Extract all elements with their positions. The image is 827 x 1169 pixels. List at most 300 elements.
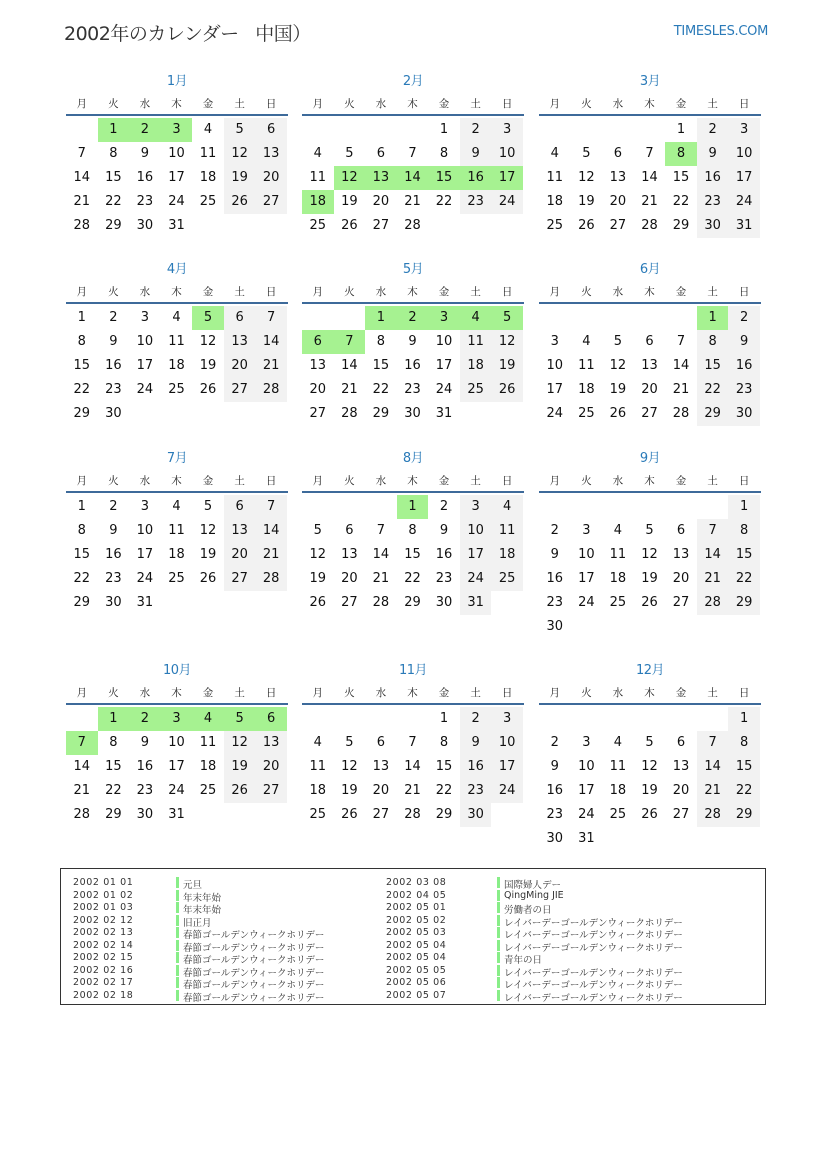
- holiday-name: レイバーデーゴールデンウィークホリデー: [504, 992, 683, 1004]
- day-cell: 22: [404, 571, 421, 586]
- empty-cell: [602, 495, 634, 519]
- day-cell: 24: [578, 807, 595, 822]
- month-block: [539, 74, 761, 238]
- holiday-date: 2002 02 15: [73, 952, 134, 963]
- empty-cell: [697, 827, 729, 851]
- day-cell: 26: [578, 218, 595, 233]
- day-cell: 17: [168, 759, 185, 774]
- weekday-label: 金: [675, 286, 687, 298]
- day-cell: 25: [491, 567, 523, 591]
- day-cell: 4: [613, 735, 623, 750]
- day-cell: 14: [73, 170, 91, 185]
- day-cell: 7: [376, 523, 386, 538]
- day-cell: 21: [255, 354, 287, 378]
- day-cell: 24: [491, 190, 523, 214]
- day-cell: 30: [435, 595, 453, 610]
- weekday-header: [539, 474, 761, 493]
- holiday-name: レイバーデーゴールデンウィークホリデー: [504, 942, 683, 954]
- day-cell: 16: [105, 358, 122, 373]
- empty-cell: [302, 495, 334, 519]
- month-name: 7月: [166, 451, 188, 466]
- weekday-header: [302, 474, 524, 493]
- holiday-marker: [176, 915, 179, 926]
- month-name: 10月: [162, 663, 192, 678]
- day-cell: 12: [199, 334, 217, 349]
- day-cell: 23: [546, 595, 564, 610]
- weekday-label: 日: [738, 98, 750, 110]
- day-cell: 10: [435, 334, 453, 349]
- day-cell: 16: [435, 547, 453, 562]
- weekday-label: 月: [312, 687, 324, 699]
- day-cell: 11: [199, 735, 217, 750]
- day-cell: 27: [224, 567, 256, 591]
- weekday-label: 月: [76, 286, 88, 298]
- weekday-label: 土: [707, 687, 718, 699]
- day-cell: 4: [313, 735, 322, 750]
- month-name: 8月: [402, 451, 424, 466]
- weekday-label: 水: [139, 98, 151, 110]
- day-cell: 27: [309, 406, 327, 421]
- day-cell: 20: [372, 194, 390, 209]
- day-cell: 19: [609, 382, 627, 397]
- empty-cell: [161, 591, 193, 615]
- day-cell: 2: [550, 523, 559, 538]
- holiday-day-cell: 1: [98, 118, 130, 142]
- day-cell: 11: [309, 170, 327, 185]
- empty-cell: [665, 707, 697, 731]
- weekday-label: 月: [312, 475, 324, 487]
- day-cell: 27: [255, 190, 287, 214]
- holiday-day-cell: 6: [302, 330, 334, 354]
- day-grid: [302, 707, 524, 827]
- day-cell: 6: [645, 334, 654, 349]
- day-cell: 10: [728, 142, 760, 166]
- month-block: [302, 262, 524, 426]
- weekday-label: 火: [581, 98, 592, 110]
- holiday-day-cell: 5: [491, 306, 523, 330]
- day-cell: 13: [672, 759, 690, 774]
- holiday-day-cell: 5: [224, 707, 256, 731]
- day-cell: 23: [728, 378, 760, 402]
- day-cell: 19: [199, 547, 217, 562]
- day-cell: 30: [136, 218, 154, 233]
- day-cell: 10: [491, 731, 523, 755]
- day-cell: 25: [199, 194, 217, 209]
- holiday-legend: [60, 868, 766, 1005]
- day-cell: 3: [550, 334, 559, 349]
- day-cell: 25: [609, 595, 627, 610]
- day-cell: 28: [255, 567, 287, 591]
- holiday-day-cell: 1: [365, 306, 397, 330]
- day-cell: 9: [460, 142, 492, 166]
- day-cell: 6: [224, 495, 256, 519]
- weekday-header: [302, 686, 524, 705]
- weekday-label: 土: [234, 475, 245, 487]
- holiday-day-cell: 12: [334, 166, 366, 190]
- empty-cell: [224, 402, 256, 426]
- day-cell: 23: [136, 194, 154, 209]
- day-cell: 10: [578, 547, 595, 562]
- day-cell: 15: [672, 170, 690, 185]
- day-cell: 3: [728, 118, 760, 142]
- day-cell: 16: [136, 170, 154, 185]
- day-cell: 1: [77, 310, 86, 325]
- day-cell: 27: [672, 807, 690, 822]
- month-block: [66, 262, 288, 426]
- holiday-marker: [176, 890, 179, 901]
- day-cell: 13: [255, 731, 287, 755]
- weekday-label: 月: [76, 687, 88, 699]
- day-cell: 26: [341, 218, 358, 233]
- weekday-label: 金: [202, 475, 214, 487]
- day-cell: 7: [255, 495, 287, 519]
- weekday-label: 月: [312, 286, 324, 298]
- day-grid: [539, 495, 761, 639]
- weekday-label: 土: [470, 286, 481, 298]
- empty-cell: [224, 591, 256, 615]
- day-cell: 13: [372, 759, 390, 774]
- holiday-name: 労働者の日: [504, 905, 552, 916]
- empty-cell: [334, 707, 366, 731]
- day-cell: 19: [491, 354, 523, 378]
- day-cell: 5: [613, 334, 623, 349]
- empty-cell: [224, 214, 256, 238]
- day-grid: [302, 306, 524, 426]
- day-cell: 24: [546, 406, 564, 421]
- day-cell: 11: [491, 519, 523, 543]
- empty-cell: [728, 827, 760, 851]
- day-cell: 5: [313, 523, 322, 538]
- weekday-label: 木: [171, 687, 182, 699]
- holiday-marker: [497, 977, 500, 988]
- day-cell: 17: [491, 755, 523, 779]
- day-cell: 29: [728, 803, 760, 827]
- holiday-name: 国際婦人デー: [504, 880, 562, 891]
- day-cell: 21: [672, 382, 690, 397]
- day-grid: [66, 118, 288, 238]
- day-cell: 8: [109, 146, 118, 161]
- day-cell: 21: [341, 382, 358, 397]
- weekday-label: 水: [139, 475, 151, 487]
- day-cell: 22: [105, 194, 122, 209]
- day-cell: 30: [728, 402, 760, 426]
- weekday-label: 日: [738, 286, 750, 298]
- day-cell: 27: [341, 595, 358, 610]
- day-cell: 19: [199, 358, 217, 373]
- day-cell: 14: [404, 759, 421, 774]
- day-cell: 20: [641, 382, 658, 397]
- day-cell: 24: [578, 595, 595, 610]
- weekday-label: 木: [171, 286, 182, 298]
- day-cell: 25: [578, 406, 595, 421]
- weekday-label: 木: [407, 475, 418, 487]
- empty-cell: [66, 118, 98, 142]
- day-cell: 23: [546, 807, 564, 822]
- holiday-date: 2002 04 05: [386, 889, 447, 901]
- weekday-label: 月: [76, 475, 88, 487]
- weekday-label: 日: [738, 687, 750, 699]
- month-block: [302, 451, 524, 615]
- weekday-label: 火: [108, 286, 119, 298]
- day-cell: 14: [341, 358, 358, 373]
- day-cell: 11: [168, 334, 185, 349]
- day-cell: 31: [460, 591, 492, 615]
- day-cell: 30: [546, 619, 564, 634]
- holiday-date: 2002 05 04: [386, 939, 447, 951]
- day-cell: 26: [341, 807, 358, 822]
- day-cell: 2: [439, 499, 449, 514]
- day-cell: 2: [460, 707, 492, 731]
- day-cell: 16: [546, 783, 564, 798]
- day-cell: 29: [73, 595, 91, 610]
- empty-cell: [602, 615, 634, 639]
- day-cell: 22: [728, 567, 760, 591]
- day-cell: 25: [309, 807, 327, 822]
- empty-cell: [539, 118, 571, 142]
- weekday-label: 土: [707, 286, 718, 298]
- day-cell: 15: [105, 170, 122, 185]
- weekday-label: 木: [644, 98, 655, 110]
- day-cell: 30: [105, 406, 122, 421]
- day-cell: 3: [491, 707, 523, 731]
- day-cell: 9: [140, 146, 150, 161]
- weekday-label: 日: [265, 475, 277, 487]
- weekday-label: 木: [171, 98, 182, 110]
- day-cell: 28: [672, 406, 690, 421]
- month-name: 9月: [639, 451, 661, 466]
- weekday-label: 金: [202, 98, 214, 110]
- holiday-name: 春節ゴールデンウィークホリデー: [183, 992, 325, 1004]
- day-cell: 19: [341, 194, 358, 209]
- day-cell: 13: [641, 358, 658, 373]
- holiday-marker: [176, 952, 179, 963]
- weekday-label: 火: [108, 475, 119, 487]
- day-cell: 8: [77, 523, 86, 538]
- day-cell: 8: [408, 523, 417, 538]
- day-cell: 22: [372, 382, 390, 397]
- empty-cell: [665, 306, 697, 330]
- empty-cell: [192, 214, 224, 238]
- month-block: [302, 74, 524, 238]
- day-cell: 30: [460, 803, 492, 827]
- day-cell: 25: [309, 218, 327, 233]
- day-cell: 18: [168, 547, 185, 562]
- holiday-day-cell: 4: [192, 707, 224, 731]
- weekday-label: 金: [438, 475, 450, 487]
- day-cell: 19: [341, 783, 358, 798]
- month-name: 1月: [166, 74, 188, 89]
- day-cell: 17: [460, 543, 492, 567]
- holiday-marker: [497, 940, 500, 951]
- day-cell: 25: [168, 382, 185, 397]
- weekday-label: 日: [265, 98, 277, 110]
- holiday-date: 2002 05 07: [386, 989, 447, 1001]
- day-cell: 16: [404, 358, 421, 373]
- day-cell: 29: [73, 406, 91, 421]
- day-cell: 28: [697, 591, 729, 615]
- day-cell: 11: [609, 759, 627, 774]
- empty-cell: [602, 827, 634, 851]
- day-cell: 17: [546, 382, 564, 397]
- weekday-label: 日: [501, 286, 513, 298]
- day-cell: 29: [728, 591, 760, 615]
- day-cell: 23: [460, 779, 492, 803]
- day-cell: 8: [439, 146, 449, 161]
- empty-cell: [491, 591, 523, 615]
- empty-cell: [571, 615, 603, 639]
- day-cell: 21: [697, 779, 729, 803]
- holiday-date: 2002 02 17: [73, 977, 134, 988]
- weekday-label: 水: [612, 687, 624, 699]
- day-cell: 29: [697, 402, 729, 426]
- day-cell: 22: [105, 783, 122, 798]
- day-cell: 20: [224, 543, 256, 567]
- day-cell: 18: [578, 382, 595, 397]
- day-cell: 12: [641, 547, 658, 562]
- day-cell: 20: [224, 354, 256, 378]
- holiday-name: 青年の日: [504, 955, 543, 966]
- empty-cell: [665, 615, 697, 639]
- day-cell: 9: [728, 330, 760, 354]
- day-cell: 22: [728, 779, 760, 803]
- day-cell: 15: [435, 759, 453, 774]
- day-cell: 24: [460, 567, 492, 591]
- holiday-name: 年末年始: [183, 905, 222, 916]
- empty-cell: [255, 803, 287, 827]
- day-cell: 14: [697, 543, 729, 567]
- weekday-label: 水: [375, 687, 387, 699]
- day-cell: 8: [376, 334, 386, 349]
- weekday-label: 木: [407, 286, 418, 298]
- day-cell: 19: [578, 194, 595, 209]
- day-cell: 16: [697, 166, 729, 190]
- holiday-day-cell: 3: [161, 707, 193, 731]
- day-cell: 4: [172, 310, 181, 325]
- day-cell: 5: [645, 735, 654, 750]
- day-cell: 8: [728, 731, 760, 755]
- empty-cell: [192, 402, 224, 426]
- day-cell: 29: [105, 218, 122, 233]
- empty-cell: [665, 827, 697, 851]
- day-cell: 30: [136, 807, 154, 822]
- holiday-marker: [176, 977, 179, 988]
- day-cell: 4: [491, 495, 523, 519]
- weekday-label: 水: [375, 286, 387, 298]
- day-cell: 15: [728, 755, 760, 779]
- day-cell: 8: [77, 334, 86, 349]
- empty-cell: [460, 214, 492, 238]
- empty-cell: [634, 306, 666, 330]
- holiday-date: 2002 05 01: [386, 902, 447, 913]
- day-cell: 11: [578, 358, 595, 373]
- day-cell: 19: [224, 166, 256, 190]
- day-cell: 14: [255, 330, 287, 354]
- day-cell: 26: [641, 595, 658, 610]
- empty-cell: [302, 707, 334, 731]
- empty-cell: [602, 118, 634, 142]
- day-cell: 9: [697, 142, 729, 166]
- day-cell: 18: [609, 571, 627, 586]
- weekday-label: 水: [139, 687, 151, 699]
- month-name: 4月: [166, 262, 188, 277]
- day-cell: 18: [168, 358, 185, 373]
- weekday-label: 月: [549, 98, 561, 110]
- empty-cell: [334, 495, 366, 519]
- day-cell: 22: [672, 194, 690, 209]
- day-cell: 19: [641, 783, 658, 798]
- holiday-date: 2002 01 02: [73, 889, 134, 901]
- day-cell: 13: [672, 547, 690, 562]
- holiday-marker: [497, 877, 500, 888]
- empty-cell: [365, 118, 397, 142]
- day-cell: 30: [697, 214, 729, 238]
- holiday-date: 2002 03 08: [386, 877, 447, 888]
- weekday-label: 土: [234, 286, 245, 298]
- day-cell: 9: [140, 735, 150, 750]
- weekday-label: 水: [612, 98, 624, 110]
- day-cell: 28: [697, 803, 729, 827]
- month-name: 3月: [639, 74, 661, 89]
- day-cell: 26: [199, 571, 217, 586]
- day-cell: 7: [697, 519, 729, 543]
- brand-link[interactable]: TIMESLES.COM: [673, 24, 768, 39]
- weekday-label: 水: [612, 286, 624, 298]
- weekday-header: [302, 97, 524, 116]
- day-cell: 4: [313, 146, 322, 161]
- day-cell: 9: [550, 547, 559, 562]
- empty-cell: [665, 495, 697, 519]
- day-cell: 29: [404, 595, 421, 610]
- holiday-name: QingMing JIE: [504, 889, 564, 901]
- weekday-label: 木: [407, 98, 418, 110]
- day-cell: 17: [578, 783, 595, 798]
- day-cell: 12: [224, 731, 256, 755]
- day-cell: 17: [168, 170, 185, 185]
- day-cell: 22: [435, 783, 453, 798]
- day-cell: 29: [105, 807, 122, 822]
- day-cell: 7: [697, 731, 729, 755]
- empty-cell: [634, 615, 666, 639]
- day-cell: 15: [105, 759, 122, 774]
- day-cell: 4: [613, 523, 623, 538]
- holiday-day-cell: 8: [665, 142, 697, 166]
- weekday-label: 水: [139, 286, 151, 298]
- day-cell: 16: [728, 354, 760, 378]
- day-cell: 20: [309, 382, 327, 397]
- day-cell: 16: [105, 547, 122, 562]
- month-block: [539, 262, 761, 426]
- empty-cell: [302, 118, 334, 142]
- holiday-date: 2002 05 02: [386, 914, 447, 926]
- day-cell: 18: [199, 170, 217, 185]
- weekday-label: 火: [344, 687, 355, 699]
- day-cell: 2: [550, 735, 559, 750]
- day-cell: 11: [168, 523, 185, 538]
- weekday-label: 日: [501, 98, 513, 110]
- day-cell: 18: [546, 194, 564, 209]
- day-cell: 29: [372, 406, 390, 421]
- day-cell: 6: [376, 735, 386, 750]
- day-cell: 28: [73, 807, 91, 822]
- holiday-marker: [176, 877, 179, 888]
- day-cell: 17: [578, 571, 595, 586]
- empty-cell: [539, 306, 571, 330]
- holiday-date: 2002 05 05: [386, 964, 447, 976]
- empty-cell: [634, 118, 666, 142]
- weekday-label: 火: [344, 475, 355, 487]
- day-cell: 10: [578, 759, 595, 774]
- month-block: [66, 663, 288, 827]
